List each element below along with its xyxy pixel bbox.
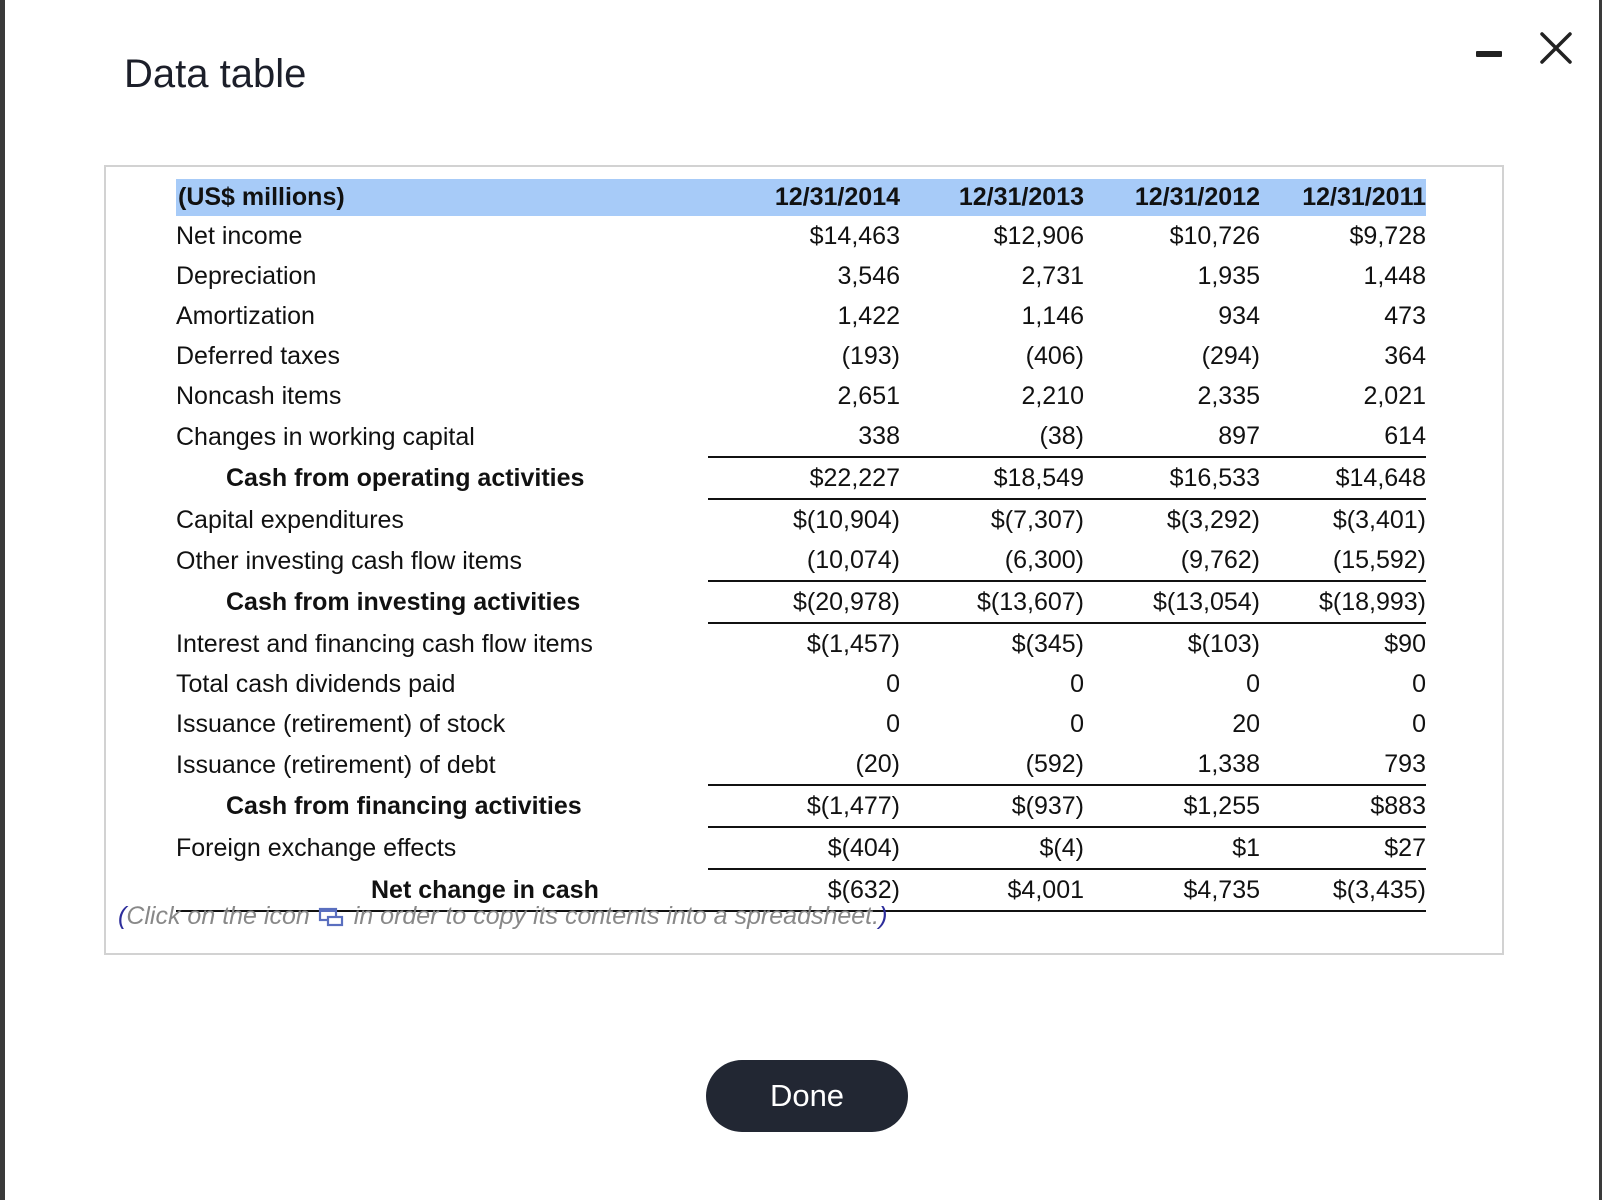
cell-value: $883 [1260, 785, 1426, 827]
cell-value: 20 [1232, 710, 1260, 738]
note-open-paren: ( [118, 902, 127, 930]
cell-value: 364 [1384, 342, 1426, 370]
row-label: Changes in working capital [176, 422, 475, 451]
cell-value: $(13,607) [900, 581, 1084, 623]
row-label: Net income [176, 222, 303, 250]
cell-value: (6,300) [1004, 546, 1084, 574]
row-label: Amortization [176, 302, 315, 330]
subtotal-row [176, 457, 1426, 499]
done-button[interactable]: Done [706, 1060, 908, 1132]
cell-value: 0 [1070, 710, 1084, 738]
row-label: Interest and financing cash flow items [176, 629, 593, 658]
cell-value: $27 [1260, 827, 1426, 869]
row-label: Total cash dividends paid [176, 670, 456, 698]
cell-value: 0 [886, 710, 900, 738]
cell-value: $(103) [1084, 623, 1260, 664]
cell-value: 338 [858, 422, 900, 450]
table-row [176, 540, 1426, 581]
cell-value: 2,335 [1197, 382, 1260, 410]
cell-value: $14,648 [1260, 457, 1426, 499]
row-label: Noncash items [176, 382, 342, 410]
cell-value: $16,533 [1084, 457, 1260, 499]
cell-value: $(4) [900, 827, 1084, 869]
cell-value: (15,592) [1332, 546, 1426, 574]
cell-value: 0 [1412, 670, 1426, 698]
table-row [176, 499, 1426, 540]
row-label: Cash from operating activities [226, 464, 585, 492]
window-edge-left [0, 0, 5, 1200]
cell-value: (10,074) [806, 546, 900, 574]
column-header: 12/31/2011 [1302, 183, 1426, 211]
cell-value: (20) [855, 750, 900, 778]
cell-value: 2,651 [837, 382, 900, 410]
row-label: Foreign exchange effects [176, 834, 457, 862]
cell-value: $(13,054) [1084, 581, 1260, 623]
cell-value: $12,906 [993, 222, 1084, 250]
cell-value: $9,728 [1349, 222, 1426, 250]
note-text-after: in order to copy its contents into a spreadsheet. [353, 902, 880, 930]
cell-value: 0 [1070, 670, 1084, 698]
row-label: Deferred taxes [176, 342, 340, 370]
cell-value: $1,255 [1084, 785, 1260, 827]
cell-value: 1,146 [1021, 302, 1084, 330]
cell-value: (9,762) [1180, 546, 1260, 574]
cell-value: $(3,292) [1084, 499, 1260, 540]
cell-value: $(3,401) [1260, 499, 1426, 540]
cell-value: 934 [1218, 302, 1260, 330]
note-close-paren: ) [879, 902, 888, 930]
table-row [176, 376, 1426, 416]
cell-value: $(18,993) [1260, 581, 1426, 623]
cell-value: 0 [1246, 670, 1260, 698]
cell-value: (406) [1025, 342, 1084, 370]
table-row [176, 296, 1426, 336]
cell-value: 473 [1384, 302, 1426, 330]
row-label: Cash from investing activities [226, 588, 581, 616]
table-row [176, 336, 1426, 376]
cell-value: 1,935 [1197, 262, 1260, 290]
cell-value: $(937) [900, 785, 1084, 827]
table-row [176, 623, 1426, 664]
row-label: Cash from financing activities [226, 792, 582, 820]
cash-flow-table [176, 179, 1426, 912]
cell-value: $90 [1260, 623, 1426, 664]
cell-value: $(1,457) [708, 623, 900, 664]
header-units-label: (US$ millions) [178, 183, 345, 211]
row-label: Capital expenditures [176, 505, 404, 534]
column-header: 12/31/2014 [774, 183, 900, 211]
cell-value: $22,227 [708, 457, 900, 499]
table-header-row [176, 179, 1426, 216]
row-label: Depreciation [176, 262, 317, 290]
dialog-title: Data table [124, 52, 307, 96]
cell-value: 897 [1218, 422, 1260, 450]
row-label: Net change in cash [176, 869, 708, 911]
table-row [176, 704, 1426, 744]
column-header: 12/31/2013 [958, 183, 1084, 211]
cell-value: (592) [1025, 750, 1084, 778]
cell-value: $(1,477) [708, 785, 900, 827]
cell-value: $10,726 [1169, 222, 1260, 250]
cell-value: $1 [1084, 827, 1260, 869]
cell-value: 0 [1412, 710, 1426, 738]
column-header: 12/31/2012 [1134, 183, 1260, 211]
cell-value: 0 [886, 670, 900, 698]
note-text-before: Click on the icon [126, 902, 310, 930]
minimize-icon[interactable] [1474, 44, 1504, 64]
cell-value: $4,001 [900, 869, 1084, 911]
data-table-container [104, 165, 1504, 955]
cell-value: 1,448 [1363, 262, 1426, 290]
subtotal-row [176, 785, 1426, 827]
copy-to-spreadsheet-icon[interactable] [318, 906, 344, 928]
cell-value: (193) [841, 342, 900, 370]
cell-value: (38) [1039, 422, 1084, 450]
cell-value: $(20,978) [708, 581, 900, 623]
table-row [176, 416, 1426, 457]
cell-value: 2,210 [1021, 382, 1084, 410]
cell-value: 793 [1384, 750, 1426, 778]
cell-value: 2,021 [1363, 382, 1426, 410]
cell-value: $(632) [708, 869, 900, 911]
row-label: Issuance (retirement) of debt [176, 750, 496, 779]
cell-value: $4,735 [1084, 869, 1260, 911]
cell-value: 614 [1384, 422, 1426, 450]
cell-value: $(345) [900, 623, 1084, 664]
cell-value: (294) [1201, 342, 1260, 370]
table-row [176, 216, 1426, 256]
row-label: Other investing cash flow items [176, 546, 522, 575]
subtotal-row [176, 581, 1426, 623]
table-row [176, 664, 1426, 704]
cell-value: $14,463 [809, 222, 900, 250]
table-row [176, 744, 1426, 785]
cell-value: $(7,307) [900, 499, 1084, 540]
copy-instruction-note [118, 902, 887, 931]
cell-value: 2,731 [1021, 262, 1084, 290]
cell-value: $(3,435) [1260, 869, 1426, 911]
cell-value: 1,422 [837, 302, 900, 330]
cell-value: 3,546 [837, 262, 900, 290]
cell-value: $(404) [708, 827, 900, 869]
cell-value: $(10,904) [708, 499, 900, 540]
cell-value: $18,549 [900, 457, 1084, 499]
table-row [176, 256, 1426, 296]
row-label: Issuance (retirement) of stock [176, 710, 506, 738]
cell-value: 1,338 [1197, 750, 1260, 778]
table-row [176, 827, 1426, 869]
close-icon[interactable] [1536, 28, 1576, 68]
